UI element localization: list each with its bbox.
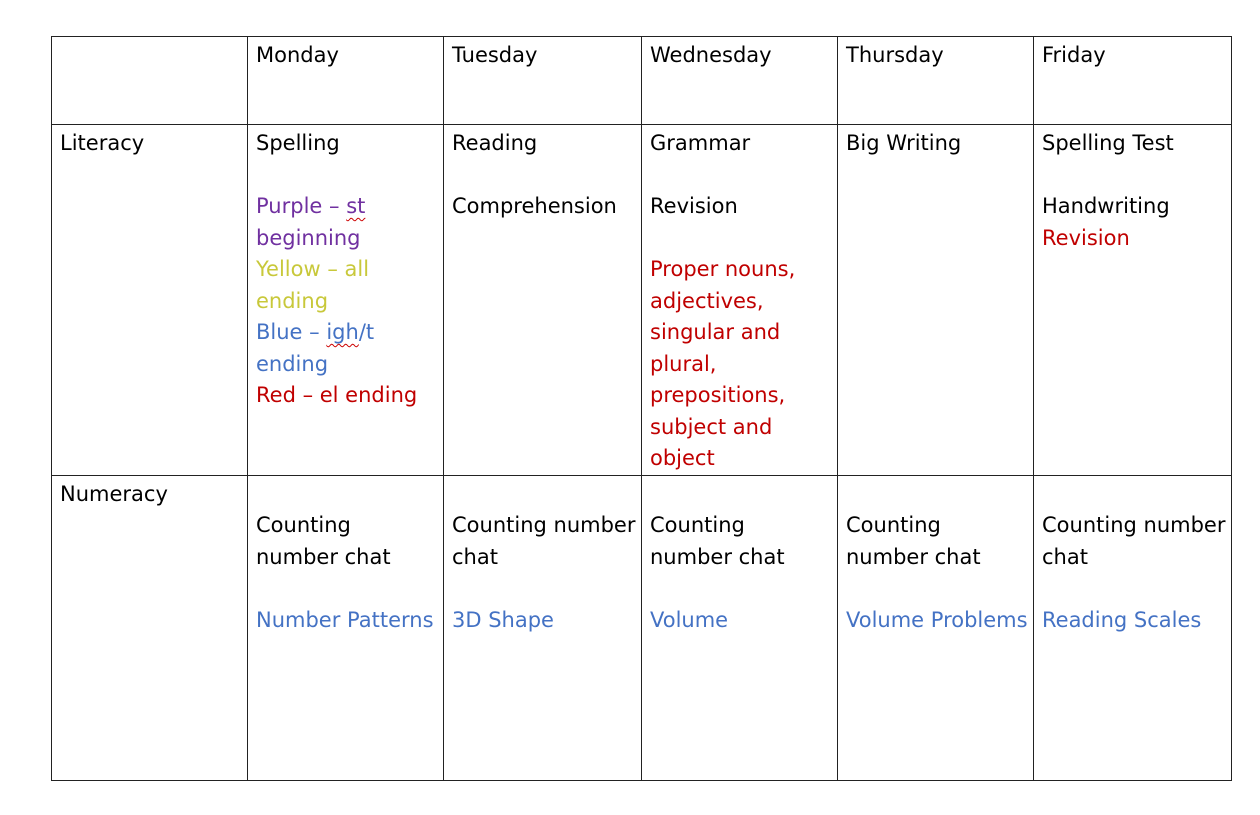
handwriting-label: Handwriting: [1042, 194, 1170, 218]
numeracy-topic: Volume: [650, 607, 729, 632]
header-tuesday: [444, 37, 642, 125]
purple-suffix: beginning: [256, 225, 361, 250]
numeracy-friday-cell: [1034, 475, 1232, 780]
warmup-label: Counting number chat: [1042, 513, 1226, 569]
spacer: [452, 479, 637, 511]
header-friday: [1034, 37, 1232, 125]
numeracy-topic: 3D Shape: [452, 607, 554, 632]
blue-prefix: Blue –: [256, 320, 327, 344]
literacy-label-cell: [52, 125, 248, 476]
numeracy-label-cell: [52, 475, 248, 780]
grammar-title: Grammar: [650, 131, 751, 155]
warmup-label: Counting number chat: [256, 513, 391, 569]
revision-label: Revision: [1042, 225, 1130, 250]
literacy-row: [52, 125, 1232, 476]
literacy-friday-cell: [1034, 125, 1232, 476]
numeracy-row: [52, 475, 1232, 780]
numeracy-monday-cell: [248, 475, 444, 780]
header-thursday: [838, 37, 1034, 125]
day-label: Friday: [1042, 43, 1106, 67]
numeracy-topic: Reading Scales: [1042, 607, 1202, 632]
literacy-thursday-cell: [838, 125, 1034, 476]
warmup-label: Counting number chat: [650, 513, 785, 569]
day-label: Thursday: [846, 43, 944, 67]
warmup-label: Counting number chat: [452, 513, 636, 569]
numeracy-topic: Number Patterns: [256, 607, 434, 632]
numeracy-thursday-cell: [838, 475, 1034, 780]
corner-cell: [52, 37, 248, 125]
purple-group: [256, 191, 439, 254]
blue-suffix: /t ending: [256, 320, 375, 376]
red-group: Red – el ending: [256, 383, 418, 407]
numeracy-topic: Volume Problems: [846, 607, 1028, 632]
spacer: [846, 573, 1029, 605]
literacy-wednesday-cell: [642, 125, 838, 476]
spacer: [846, 479, 1029, 511]
blue-group: [256, 317, 439, 380]
purple-prefix: Purple –: [256, 194, 347, 218]
spacer: [650, 223, 833, 255]
spacer: [1042, 160, 1227, 192]
spacer: [256, 160, 439, 192]
day-label: Monday: [256, 43, 339, 67]
numeracy-wednesday-cell: [642, 475, 838, 780]
comprehension-label: Comprehension: [452, 194, 617, 218]
day-label: Wednesday: [650, 43, 772, 67]
yellow-group: Yellow – all ending: [256, 257, 370, 313]
header-row: [52, 37, 1232, 125]
literacy-tuesday-cell: [444, 125, 642, 476]
day-label: Tuesday: [452, 43, 538, 67]
literacy-monday-cell: [248, 125, 444, 476]
blue-word: igh: [326, 320, 359, 344]
grammar-topics: Proper nouns, adjectives, singular and plural, prepositions, subject and object: [650, 257, 796, 470]
big-writing-title: Big Writing: [846, 131, 962, 155]
reading-title: Reading: [452, 131, 538, 155]
weekly-timetable: [51, 36, 1232, 781]
spacer: [1042, 573, 1227, 605]
literacy-label: Literacy: [60, 131, 145, 155]
spacer: [650, 573, 833, 605]
spacer: [1042, 479, 1227, 511]
numeracy-tuesday-cell: [444, 475, 642, 780]
purple-word: st: [346, 194, 366, 218]
revision-label: Revision: [650, 194, 738, 218]
spacer: [650, 160, 833, 192]
spelling-test-title: Spelling Test: [1042, 131, 1174, 155]
header-wednesday: [642, 37, 838, 125]
spacer: [256, 573, 439, 605]
warmup-label: Counting number chat: [846, 513, 981, 569]
spacer: [256, 479, 439, 511]
spacer: [452, 160, 637, 192]
header-monday: [248, 37, 444, 125]
spacer: [452, 573, 637, 605]
spacer: [650, 479, 833, 511]
numeracy-label: Numeracy: [60, 481, 168, 506]
spelling-title: Spelling: [256, 131, 340, 155]
